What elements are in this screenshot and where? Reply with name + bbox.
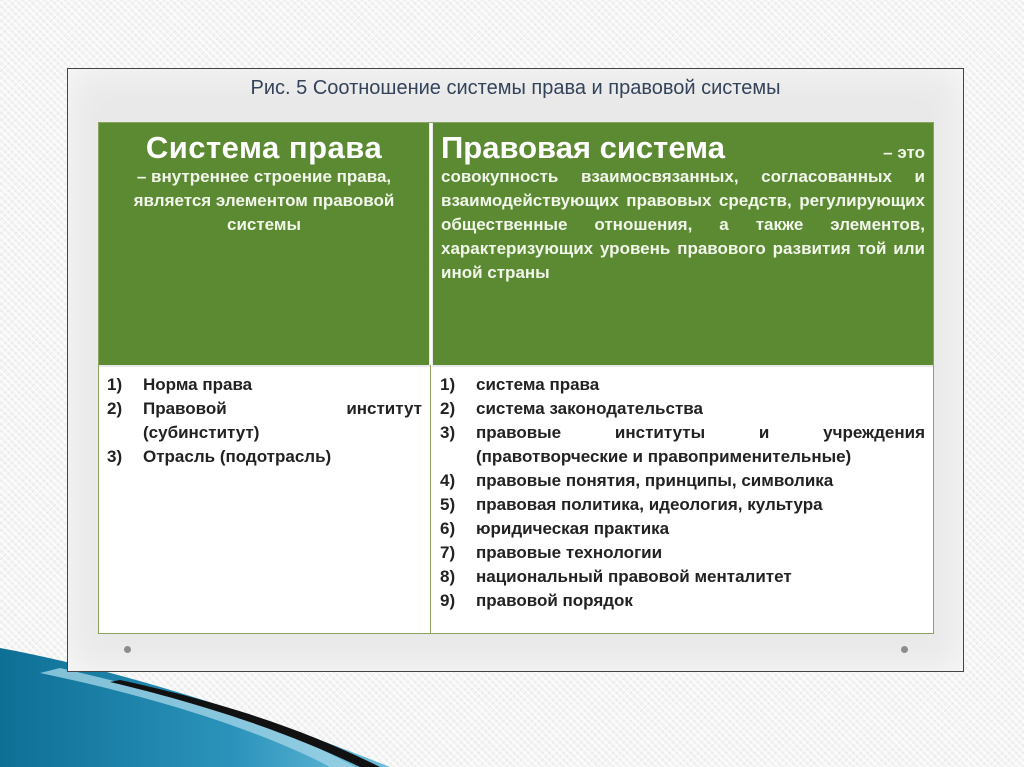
item-text: правовые технологии — [476, 543, 663, 562]
left-list — [107, 373, 422, 469]
item-text: правовые институты и учреждения (правотворческие и правоприменительные) — [476, 423, 925, 466]
item-text: правовая политика, идеология, культура — [476, 495, 823, 514]
left-description: – внутреннее строение права, является элементом правовой системы — [133, 167, 395, 234]
comparison-table — [98, 122, 934, 634]
item-text: юридическая практика — [476, 519, 670, 538]
item-number: 4) — [440, 471, 456, 490]
item-number: 2) — [107, 399, 123, 418]
item-text: Норма права — [143, 375, 253, 394]
item-text: Отрасль (подотрасль) — [143, 447, 332, 466]
item-number: 1) — [107, 375, 123, 394]
figure-caption: Рис. 5 Соотношение системы права и правовой системы — [250, 77, 781, 99]
item-number: 5) — [440, 495, 456, 514]
right-title: Правовая система — [441, 130, 725, 165]
item-text: правовые понятия, принципы, символика — [476, 471, 834, 490]
header-left — [99, 123, 429, 365]
header-right — [433, 123, 933, 365]
item-number: 9) — [440, 591, 456, 610]
list-item — [107, 445, 422, 469]
right-description: совокупность взаимосвязанных, согласованных и взаимодействующих правовых средств, регулирующих общественные отношения, а также элементов, характеризующих уровень правового развития той или иной страны — [441, 167, 925, 282]
list-item — [440, 397, 925, 421]
item-number: 1) — [440, 375, 456, 394]
right-list — [440, 373, 925, 613]
right-list-cell — [432, 367, 933, 633]
item-number: 3) — [107, 447, 123, 466]
slide-frame — [67, 68, 964, 672]
item-number: 3) — [440, 423, 456, 442]
item-text: национальный правовой менталитет — [476, 567, 792, 586]
left-title: Система права — [145, 130, 383, 165]
list-item — [440, 469, 925, 493]
list-item — [107, 373, 422, 397]
list-item — [440, 421, 925, 469]
right-header-text — [441, 131, 925, 285]
left-list-cell — [99, 367, 430, 633]
list-item — [440, 589, 925, 613]
list-item — [440, 493, 925, 517]
item-text: Правовой институт (субинститут) — [143, 399, 422, 442]
list-item — [440, 517, 925, 541]
right-title-dash: – это — [883, 143, 925, 162]
item-number: 6) — [440, 519, 456, 538]
item-number: 8) — [440, 567, 456, 586]
item-number: 2) — [440, 399, 456, 418]
corner-dot-left — [124, 646, 131, 653]
list-item — [107, 397, 422, 445]
item-number: 7) — [440, 543, 456, 562]
item-text: правовой порядок — [476, 591, 633, 610]
list-item — [440, 565, 925, 589]
list-item — [440, 373, 925, 397]
column-divider-lower — [430, 365, 431, 633]
list-item — [440, 541, 925, 565]
item-text: система законодательства — [476, 399, 703, 418]
corner-dot-right — [901, 646, 908, 653]
item-text: система права — [476, 375, 600, 394]
